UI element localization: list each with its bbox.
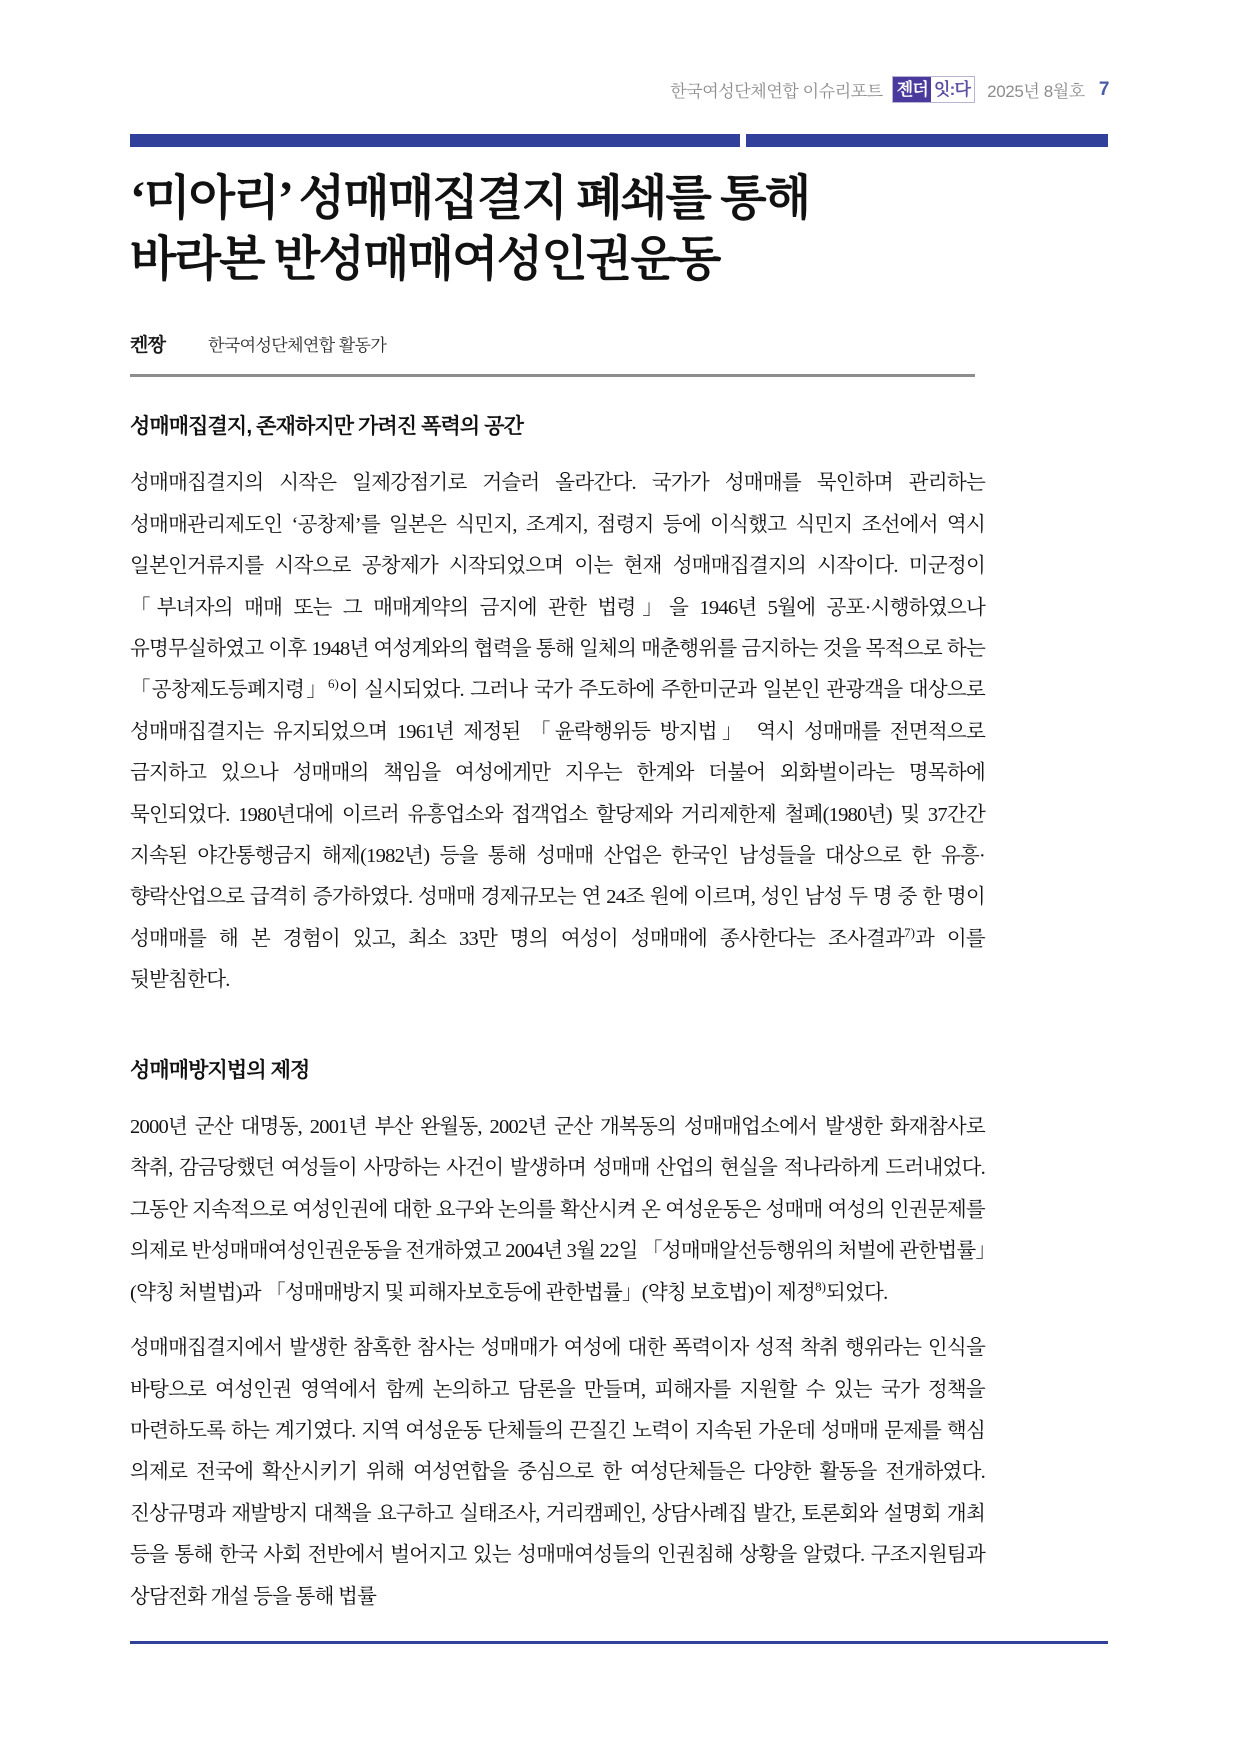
running-header xyxy=(670,76,1109,103)
author-affiliation: 한국여성단체연합 활동가 xyxy=(208,336,387,355)
title-rule-right-segment xyxy=(746,134,1108,147)
article-title-line-1: ‘미아리’ 성매매집결지 폐쇄를 통해 xyxy=(130,172,810,225)
article-title xyxy=(130,168,1060,291)
page-number: 7 xyxy=(1098,78,1109,100)
page-bottom-rule xyxy=(130,1641,1108,1644)
article-body xyxy=(130,412,985,1618)
section-heading-1: 성매매집결지, 존재하지만 가려진 폭력의 공간 xyxy=(130,415,524,438)
brand-logo-badge xyxy=(892,76,975,103)
brand-logo-part-gender: 젠더 xyxy=(893,77,931,102)
section-heading-2: 성매매방지법의 제정 xyxy=(130,1058,310,1082)
section-2-paragraph-2: 성매매집결지에서 발생한 참혹한 참사는 성매매가 여성에 대한 폭력이자 성적 착취 행위라는 인식을 바탕으로 여성인권 영역에서 함께 논의하고 담론을 만들며, 피해자를 지원할 수 있는 국가 정책을 마련하도록 하는 계기였다. 지역 여성운동 단체들의 끈질긴 노력이 지속된 가운데 성매매 문제를 핵심 의제로 전국에 확산시키기 위해 여성연합을 중심으로 한 여성단체들은 다양한 활동을 전개하였다. 진상규명과 재발방지 대책을 요구하고 실태조사, 거리캠페인, 상담사례집 발간, 토론회와 설명회 개최 등을 통해 한국 사회 전반에서 벌어지고 있는 성매매여성들의 인권침해 상황을 알렸다. 구조지원팀과 상담전화 개설 등을 통해 법률 xyxy=(130,1337,985,1608)
byline-divider xyxy=(130,374,975,377)
issue-date-label: 2025년 8월호 xyxy=(987,82,1085,101)
article-title-line-2: 바라본 반성매매여성인권운동 xyxy=(130,233,720,287)
byline xyxy=(130,330,386,357)
author-name: 켄짱 xyxy=(130,335,166,356)
section-2-paragraph-1: 2000년 군산 대명동, 2001년 부산 완월동, 2002년 군산 개복동의 성매매업소에서 발생한 화재참사로 착취, 감금당했던 여성들이 사망하는 사건이 발생하며 성매매 산업의 현실을 적나라하게 드러내었다. 그동안 지속적으로 여성인권에 대한 요구와 논의를 확산시켜 온 여성운동은 성매매 여성의 인권문제를 의제로 반성매매여성인권운동을 전개하였고 2004년 3월 22일 「성매매알선등행위의 처벌에 관한법률」(약칭 처벌법)과 「성매매방지 및 피해자보호등에 관한법률」(약칭 보호법)이 제정$^{8)}$되었다. xyxy=(130,1116,985,1304)
brand-logo-part-itda: 잇:다 xyxy=(931,77,974,102)
title-rule-left-segment xyxy=(130,134,740,147)
title-top-rule xyxy=(130,134,1108,147)
section-1-paragraph-1: 성매매집결지의 시작은 일제강점기로 거슬러 올라간다. 국가가 성매매를 묵인하며 관리하는 성매매관리제도인 ‘공창제’를 일본은 식민지, 조계지, 점령지 등에 이식했고 식민지 조선에서 역시 일본인거류지를 시작으로 공창제가 시작되었으며 이는 현재 성매매집결지의 시작이다. 미군정이 「부녀자의 매매 또는 그 매매계약의 금지에 관한 법령」을 1946년 5월에 공포·시행하였으나 유명무실하였고 이후 1948년 여성계와의 협력을 통해 일체의 매춘행위를 금지하는 것을 목적으로 하는 「공창제도등폐지령」$^{6)}$이 실시되었다. 그러나 국가 주도하에 주한미군과 일본인 관광객을 대상으로 성매매집결지는 유지되었으며 1961년 제정된 「윤락행위등 방지법」 역시 성매매를 전면적으로 금지하고 있으나 성매매의 책임을 여성에게만 지우는 한계와 더불어 외화벌이라는 명목하에 묵인되었다. 1980년대에 이르러 유흥업소와 접객업소 할당제와 거리제한제 철폐(1980년) 및 37간간 지속된 야간통행금지 해제(1982년) 등을 통해 성매매 산업은 한국인 남성들을 대상으로 한 유흥·향락산업으로 급격히 증가하였다. 성매매 경제규모는 연 24조 원에 이르며, 성인 남성 두 명 중 한 명이 성매매를 해 본 경험이 있고, 최소 33만 명의 여성이 성매매에 종사한다는 조사결과$^{7)}$과 이를 뒷받침한다. xyxy=(130,472,985,992)
publisher-label: 한국여성단체연합 이슈리포트 xyxy=(670,82,883,101)
